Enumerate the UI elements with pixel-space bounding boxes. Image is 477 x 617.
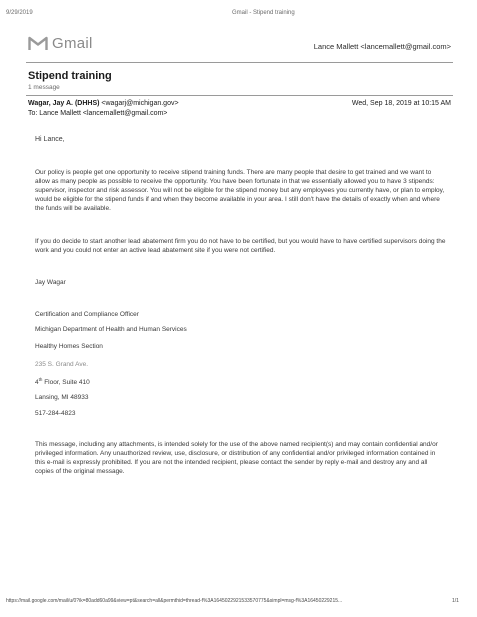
gmail-logo <box>28 35 93 52</box>
print-url: https://mail.google.com/mail/u/0?ik=80add60a99&view=pt&search=all&permthid=thread-f%3A1645022921533570775&simpl=msg-f%3A16450229215... <box>6 598 343 604</box>
signature-phone: 517-284-4823 <box>35 410 76 417</box>
floor-suite: Floor, Suite 410 <box>42 379 90 387</box>
signature-title: Certification and Compliance Officer <box>35 311 139 318</box>
message-sender <box>28 100 179 107</box>
signature-floor <box>35 377 90 386</box>
print-date: 9/29/2019 <box>6 10 33 16</box>
gmail-m-icon <box>28 36 48 51</box>
message-date: Wed, Sep 18, 2019 at 10:15 AM <box>351 100 451 107</box>
signature-department: Michigan Department of Health and Human Services <box>35 326 187 333</box>
sender-email: <wagarj@michigan.gov> <box>101 100 179 107</box>
body-paragraph-2: If you do decide to start another lead abatement firm you do not have to be certified, but you would have to have certified supervisors doing the work and you could not enter an active lead abatement site if you were not certified. <box>35 238 446 254</box>
body-paragraph-1: Our policy is people get one opportunity to receive stipend training funds. There are many people that desire to get trained and we want to allow as many people as possible to receive the opportunity. You have been fortunate in that we essentially allowed you to have 3 stipends: supervisor, inspector and risk assessor. You will not be eligible for the stipend money but any employees you currently have, or plan to employ, would be eligible for the stipend funds if and when they become available in your area. I still don't have the details of exactly when and where the funds will be available. <box>35 169 445 212</box>
greeting: Hi Lance, <box>35 136 65 143</box>
signature-city: Lansing, MI 48933 <box>35 394 89 401</box>
floor-number: 4 <box>35 379 39 387</box>
gmail-wordmark: Gmail <box>52 35 93 52</box>
message-recipient: To: Lance Mallett <lancemallett@gmail.com> <box>28 110 168 117</box>
account-email: Lance Mallett <lancemallett@gmail.com> <box>313 42 451 51</box>
sender-name: Wagar, Jay A. (DHHS) <box>28 100 100 107</box>
signature-section: Healthy Homes Section <box>35 343 103 350</box>
confidentiality-disclaimer: This message, including any attachments, is intended solely for the use of the above named recipient(s) and may contain confidential and/or privileged information. Any unauthorized review, use, disclosure, or distribution of any confidential and/or privileged information contained in this e-mail is expressly prohibited. If you are not the intended recipient, please contact the sender by reply e-mail and destroy any and all copies of the original message. <box>35 441 438 475</box>
header-divider <box>26 62 453 63</box>
signature-name: Jay Wagar <box>35 279 66 286</box>
print-title: Gmail - Stipend training <box>232 10 295 16</box>
floor-ordinal: th <box>38 377 43 382</box>
signature-street: 235 S. Grand Ave. <box>35 361 88 368</box>
subject-divider <box>26 95 453 96</box>
page-number: 1/1 <box>452 598 459 604</box>
message-count: 1 message <box>28 84 60 91</box>
thread-subject: Stipend training <box>28 70 112 82</box>
